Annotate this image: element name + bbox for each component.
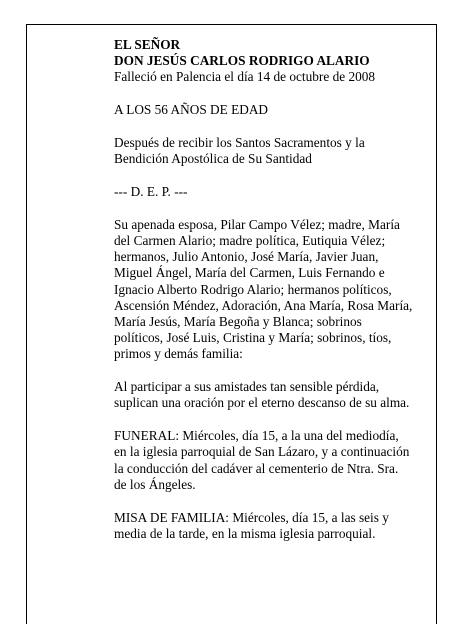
death-date-line: Falleció en Palencia el día 14 de octubre de 2008 [114, 69, 376, 85]
family-paragraph: Su apenada esposa, Pilar Campo Vélez; madre, María del Carmen Alario; madre política, Eutiquia Vélez; hermanos, Julio Antonio, José María, Javier Juan, Miguel Ángel, María del Carmen, Luis Fernando e Ignacio Alberto Rodrigo Alario; hermanos políticos, Ascensión Méndez, Adoración, Ana María, Rosa María, María Jesús, María Begoña y Blanca; sobrinos políticos, José Luis, Cristina y María; sobrinos, tíos, primos y demás familia: [114, 216, 413, 362]
rip-line: --- D. E. P. --- [114, 184, 188, 199]
funeral-paragraph: FUNERAL: Miércoles, día 15, a la una del mediodía, en la iglesia parroquial de San Lázaro, y a continuación la conducción del cadáver al cementerio de Ntra. Sra. de los Ángeles. [114, 428, 410, 492]
age-line: A LOS 56 AÑOS DE EDAD [114, 102, 269, 118]
obituary-notice [114, 37, 414, 542]
family-mass-paragraph: MISA DE FAMILIA: Miércoles, día 15, a las seis y media de la tarde, en la misma iglesia parroquial. [114, 509, 389, 541]
notice-title-line-1: EL SEÑOR [114, 37, 181, 52]
sacraments-paragraph: Después de recibir los Santos Sacramentos y la Bendición Apostólica de Su Santidad [114, 135, 365, 167]
request-paragraph: Al participar a sus amistades tan sensible pérdida, suplican una oración por el eterno descanso de su alma. [114, 379, 410, 411]
notice-title-line-2: DON JESÚS CARLOS RODRIGO ALARIO [114, 53, 370, 69]
